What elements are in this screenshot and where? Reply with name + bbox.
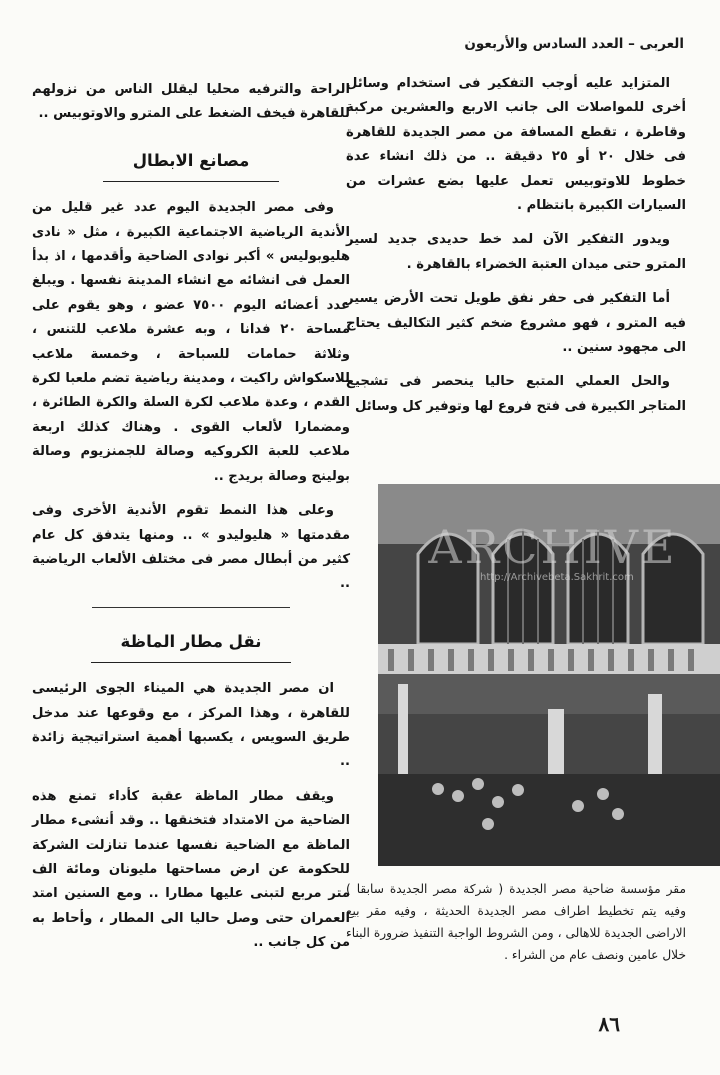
paragraph: ويقف مطار الماظة عقبة كأداء تمنع هذه الضاحية من الامتداد فتخنقها .. وقد أنشىء مطار الماظة مع الضاحية نفسها عندما تنازلت الشركة للحكومة عن ارض مساحتها مليونان ومائة الف متر مربع لتبنى عليها مطارا .. ومع السنين امتد العمران حتى وصل حاليا الى المطار ، وأحاط به من كل جانب .. — [32, 788, 350, 951]
section-heading-text: مصانع الابطال — [103, 145, 280, 182]
photo-caption: مقر مؤسسة ضاحية مصر الجديدة ( شركة مصر الجديدة سابقا ) وفيه يتم تخطيط اطراف مصر الجديدة الحديثة ، وفيه مقر بيع الاراضى الجديدة للاهالى ، ومن الشروط الواجبة التنفيذ ضرورة البناء خلال عامين ونصف عام من الشراء . — [346, 882, 686, 962]
section-heading-text: نقل مطار الماظة — [91, 626, 292, 663]
paragraph: ان مصر الجديدة هي الميناء الجوى الرئيسى للقاهرة ، وهذا المركز ، مع وقوعها عند مدخل طريق السويس ، يكسبها أهمية استراتيجية زائدة .. — [32, 681, 350, 770]
paragraph: وعلى هذا النمط تقوم الأندية الأخرى وفى مقدمتها « هليوليدو » .. ومنها يتدفق كل عام كثير من أبطال مصر فى مختلف الألعاب الرياضية .. — [32, 503, 350, 592]
paragraph: المتزايد عليه أوجب التفكير فى استخدام وسائل أخرى للمواصلات الى جانب الاربع والعشرين مركبة وقاطرة ، تقطع المسافة من مصر الجديدة للقاهرة فى خلال ٢٠ أو ٢٥ دقيقة .. من ذلك انشاء عدة خطوط للاوتوبيس تعمل عليها بضع عشرات من السيارات الكبيرة بانتظام . — [346, 76, 686, 214]
section-heading-airport — [32, 626, 350, 663]
paragraph: والحل العملي المتبع حاليا ينحصر فى تشجيع المتاجر الكبيرة فى فتح فروع لها وتوفير كل وسائل — [346, 374, 686, 414]
page-number: ٨٦ — [598, 1012, 620, 1036]
right-text-column — [346, 72, 686, 429]
paragraph: الراحة والترفيه محليا ليقلل الناس من نزولهم للقاهرة فيخف الضغط على المترو والاوتوبيس .. — [32, 82, 350, 122]
left-text-column — [32, 78, 350, 966]
paragraph: وفى مصر الجديدة اليوم عدد غير قليل من الأندية الرياضية الاجتماعية الكبيرة ، مثل « نادى هليوبوليس » أكبر نوادى الضاحية وأقدمها ، اذ بدأ العمل فى انشائه مع انشاء المدينة نفسها . ويبلغ عدد أعضائه اليوم ٧٥٠٠ عضو ، وهو يقوم على مساحة ٢٠ فدانا ، وبه عشرة ملاعب للتنس ، وثلاثة حمامات للسباحة ، وخمسة ملاعب للاسكواش راكيت ، ومدينة رياضية تضم ملعبا لكرة القدم ، وعدة ملاعب لكرة السلة والكرة الطائرة ، ومضمارا لألعاب القوى . وهناك كذلك اربعة ملاعب للعبة الكروكيه وصالة للجمنزيوم وصالة بولينج وصالة بريدج .. — [32, 200, 350, 484]
paragraph: ويدور التفكير الآن لمد خط حديدى جديد لسير المترو حتى ميدان العتبة الخضراء بالقاهرة . — [346, 232, 686, 272]
watermark-url: http://Archivebeta.Sakhrit.com — [480, 572, 634, 583]
paragraph: أما التفكير فى حفر نفق طويل تحت الأرض يسير فيه المترو ، فهو مشروع ضخم كثير التكاليف يحتاج الى مجهود سنين .. — [346, 291, 686, 356]
watermark-logo: ARCHIVE — [428, 520, 678, 574]
running-header: العربى – العدد السادس والأربعون — [464, 36, 684, 52]
section-divider — [92, 607, 290, 608]
section-heading-champions — [32, 145, 350, 182]
